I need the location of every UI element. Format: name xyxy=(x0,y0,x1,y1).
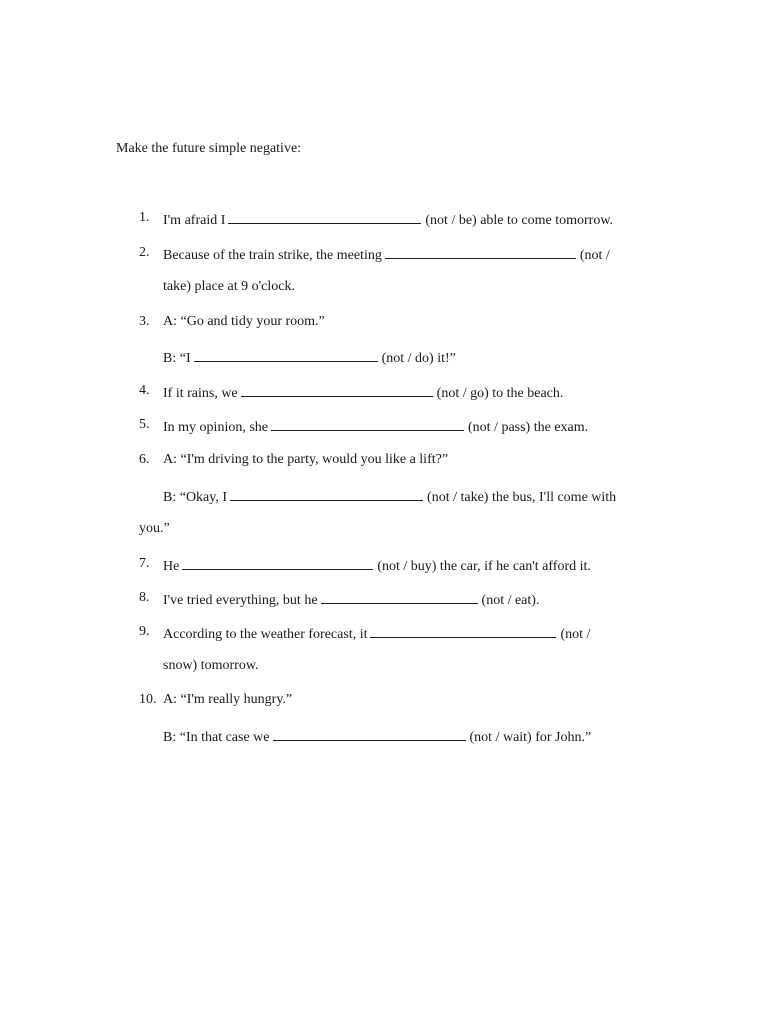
answer-blank[interactable] xyxy=(321,589,478,604)
item-number: 9. xyxy=(139,624,150,639)
sentence-continuation: take) place at 9 o'clock. xyxy=(163,279,295,294)
sentence-start: In my opinion, she xyxy=(163,420,268,435)
sentence-continuation: snow) tomorrow. xyxy=(163,658,259,673)
dialogue-line-a: A: “Go and tidy your room.” xyxy=(163,314,325,329)
verb-hint: (not / wait) for John.” xyxy=(469,730,592,745)
answer-blank[interactable] xyxy=(194,347,378,362)
sentence-start: I'm afraid I xyxy=(163,213,226,228)
verb-hint: (not / xyxy=(579,248,610,263)
item-number: 2. xyxy=(139,245,150,260)
item-number: 1. xyxy=(139,210,150,225)
sentence-start: B: “In that case we xyxy=(163,730,270,745)
answer-blank[interactable] xyxy=(385,244,576,259)
sentence-start: According to the weather forecast, it xyxy=(163,627,368,642)
item-number: 3. xyxy=(139,314,150,329)
item-number: 8. xyxy=(139,590,150,605)
sentence-start: If it rains, we xyxy=(163,386,238,401)
sentence-start: B: “Okay, I xyxy=(163,490,228,505)
answer-blank[interactable] xyxy=(241,382,433,397)
verb-hint: (not / eat). xyxy=(481,593,540,608)
item-number: 5. xyxy=(139,417,150,432)
answer-blank[interactable] xyxy=(230,486,423,501)
item-number: 6. xyxy=(139,452,150,467)
sentence-start: Because of the train strike, the meeting xyxy=(163,248,382,263)
verb-hint: (not / do) it!” xyxy=(381,351,456,366)
verb-hint: (not / take) the bus, I'll come with xyxy=(427,490,617,505)
verb-hint: (not / be) able to come tomorrow. xyxy=(425,213,614,228)
item-number: 10. xyxy=(139,692,157,707)
verb-hint: (not / go) to the beach. xyxy=(436,386,564,401)
sentence-start: I've tried everything, but he xyxy=(163,593,318,608)
verb-hint: (not / pass) the exam. xyxy=(468,420,589,435)
item-number: 4. xyxy=(139,383,150,398)
answer-blank[interactable] xyxy=(182,555,373,570)
verb-hint: (not / buy) the car, if he can't afford it. xyxy=(377,559,591,574)
answer-blank[interactable] xyxy=(273,726,466,741)
instruction-heading: Make the future simple negative: xyxy=(116,141,302,156)
sentence-continuation: you.” xyxy=(139,521,170,536)
dialogue-line-a: A: “I'm driving to the party, would you like a lift?” xyxy=(163,452,449,467)
answer-blank[interactable] xyxy=(370,623,556,638)
sentence-start: B: “I xyxy=(163,351,191,366)
answer-blank[interactable] xyxy=(228,209,421,224)
sentence-start: He xyxy=(163,559,180,574)
item-number: 7. xyxy=(139,556,150,571)
dialogue-line-a: A: “I'm really hungry.” xyxy=(163,692,293,707)
verb-hint: (not / xyxy=(560,627,591,642)
answer-blank[interactable] xyxy=(271,416,464,431)
